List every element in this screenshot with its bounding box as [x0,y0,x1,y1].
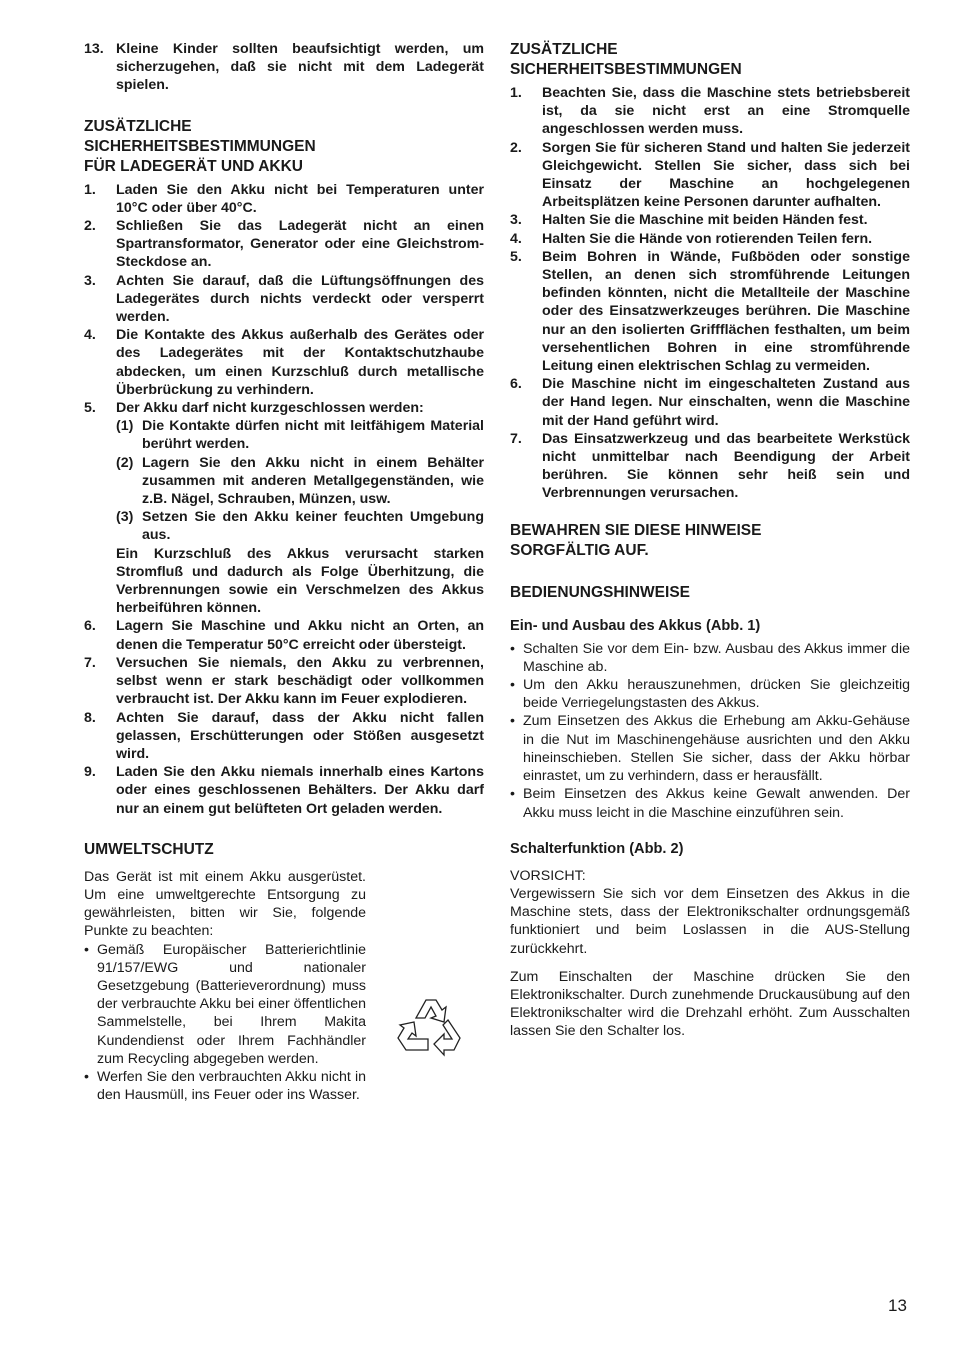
subheading-battery-install: Ein- und Ausbau des Akkus (Abb. 1) [510,617,761,634]
sub-list-item: (3) Setzen Sie den Akku keiner feuchten Umgebung aus. [116,509,484,544]
sub-list-item: (1) Die Kontakte dürfen nicht mit leitfähigem Material berührt werden. [116,418,484,453]
umweltschutz-block [84,868,366,1105]
list-item: 8. Achten Sie darauf, dass der Akku nicht fallen gelassen, Erschütterungen oder Stößen ausgesetzt wird. [84,709,484,762]
list-item: • Gemäß Europäischer Batterierichtlinie 91/157/EWG und nationaler Gesetzgebung (Batterieverordnung) muss der verbrauchte Akku bei einer öffentlichen Sammelstelle, bei Ihrem Makita Kundendienst oder Ihrem Fachhändler zum Recycling abgegeben werden. [84,941,366,1067]
umweltschutz-intro: Das Gerät ist mit einem Akku ausgerüstet. Um eine umweltgerechte Entsorgung zu gewährleisten, bitten wir Sie, folgende Punkte zu beachten: [84,868,366,940]
battery-install-list [510,640,910,822]
list-item: • Um den Akku herauszunehmen, drücken Sie gleichzeitig beide Verriegelungstasten des Akkus. [510,677,910,712]
list-item: 7. Versuchen Sie niemals, den Akku zu verbrennen, selbst wenn er stark beschädigt oder vollkommen verbraucht ist. Der Akku kann im Feuer explodieren. [84,654,484,708]
left-column [84,40,484,1104]
list-item: 3. Halten Sie die Maschine mit beiden Händen fest. [510,212,868,229]
list-item: 5. Beim Bohren in Wände, Fußböden oder sonstige Stellen, an denen sich stromführende Leitungen befinden könnten, nicht die Metallteile der Maschine oder des Einsatzwerkzeuges berühren. Die Maschine nur an den isolierten Griffflächen festhalten, um beim versehentlichen Bohren in eine stromführende Leitung einen elektrischen Schlag zu vermeiden. [510,248,910,375]
list-item: 6. Die Maschine nicht im eingeschalteten Zustand aus der Hand legen. Nur einschalten, wenn die Maschine mit der Hand geführt wird. [510,376,910,429]
recycle-icon [390,992,470,1066]
section-heading-umweltschutz: UMWELTSCHUTZ [84,840,214,858]
subheading-switch-function: Schalterfunktion (Abb. 2) [510,840,684,857]
list-item: 1. Laden Sie den Akku nicht bei Temperaturen unter 10°C oder über 40°C. [84,181,484,216]
switch-paragraph: Zum Einschalten der Maschine drücken Sie den Elektronikschalter. Durch zunehmende Druckausübung auf den Elektronikschalter wird die Drehzahl erhöht. Zum Ausschalten lassen Sie den Schalter los. [510,968,910,1040]
list-item: • Schalten Sie vor dem Ein- bzw. Ausbau des Akkus immer die Maschine ab. [510,640,910,675]
list-item: • Beim Einsetzen des Akkus keine Gewalt anwenden. Der Akku muss leicht in die Maschine einzuführen sein. [510,786,910,821]
list-item: 3. Achten Sie darauf, daß die Lüftungsöffnungen des Ladegerätes durch nichts verdeckt oder versperrt werden. [84,272,484,326]
charger-battery-list [84,181,484,818]
list-item: 5. Der Akku darf nicht kurzgeschlossen werden: (1) Die Kontakte dürfen nicht mit leitfähigem Material berührt werden. (2) Lagern Sie den Akku nicht in einem Behälter zusammen mit anderen Metallgegenständen, wie z.B. Nägel, Schrauben, Münzen, usw. (3) Setzen Sie den Akku keiner feuchten Umgebung aus. Ein Kurzschluß des Akkus verursacht starken Stromfluß und dadurch als Folge Überhitzung, die Verbrennungen sowie ein Verschmelzen des Akkus herbeiführen können. [84,400,484,617]
section-heading-charger-battery: ZUSÄTZLICHE SICHERHEITSBESTIMMUNGEN FÜR LADEGERÄT UND AKKU [84,117,316,175]
list-item: 6. Lagern Sie Maschine und Akku nicht an Orten, an denen die Temperatur 50°C erreicht oder übersteigt. [84,618,484,653]
caution-label: VORSICHT: [510,867,586,884]
list-item: 9. Laden Sie den Akku niemals innerhalb eines Kartons oder eines geschlossenen Behälters. Der Akku darf nur an einem gut belüfteten Ort geladen werden. [84,764,484,817]
safety-list [510,84,910,503]
list-item: 7. Das Einsatzwerkzeug und das bearbeitete Werkstück nicht unmittelbar nach Beendigung der Arbeit berühren. Sie können sehr heiß sein und Verbrennungen verursachen. [510,430,910,502]
page-number: 13 [888,1296,907,1315]
right-column [510,40,910,1041]
caution-text: Vergewissern Sie sich vor dem Einsetzen des Akkus in die Maschine stets, dass der Elektronikschalter ordnungsgemäß funktioniert und beim Loslassen in die AUS-Stellung zurückkehrt. [510,885,910,957]
list-item: • Zum Einsetzen des Akkus die Erhebung am Akku-Gehäuse in die Nut im Maschinengehäuse ausrichten und den Akku hineinschieben. Stellen Sie sicher, dass der Akku hörbar einrastet, um zu verhindern, dass er herausfällt. [510,713,910,785]
list-item-13: 13. Kleine Kinder sollten beaufsichtigt werden, um sicherzugehen, daß sie nicht mit dem Ladegerät spielen. [84,41,484,94]
list-item: 4. Die Kontakte des Akkus außerhalb des Gerätes oder des Ladegerätes mit der Kontaktschutzhaube abdecken, um einen Kurzschluß durch metallische Überbrückung zu verhindern. [84,327,484,398]
sub-list-item: (2) Lagern Sie den Akku nicht in einem Behälter zusammen mit anderen Metallgegenständen, wie z.B. Nägel, Schrauben, Münzen, usw. [116,454,484,508]
list-item: 1. Beachten Sie, dass die Maschine stets betriebsbereit ist, da sie nicht erst an eine Stromquelle angeschlossen werden muss. [510,85,910,138]
list-item: 4. Halten Sie die Hände von rotierenden Teilen fern. [510,230,873,247]
section-heading-safety: ZUSÄTZLICHE SICHERHEITSBESTIMMUNGEN [510,41,742,78]
list-item: 2. Schließen Sie das Ladegerät nicht an einen Spartransformator, Generator oder eine Gleichstrom-Steckdose an. [84,218,484,271]
list-item: • Werfen Sie den verbrauchten Akku nicht in den Hausmüll, ins Feuer oder ins Wasser. [84,1068,366,1104]
section-heading-bedienung: BEDIENUNGSHINWEISE [510,583,690,601]
short-circuit-note: Ein Kurzschluß des Akkus verursacht starken Stromfluß und dadurch als Folge Überhitzung, die Verbrennungen sowie ein Verschmelzen des Akkus herbeiführen können. [116,545,484,617]
list-item: 2. Sorgen Sie für sicheren Stand und halten Sie jederzeit Gleichgewicht. Stellen Sie sicher, dass sich bei Einsatz der Maschine an hochgelegenen Arbeitsplätzen keine Personen darunter aufhalten. [510,139,910,211]
keep-instructions-heading: BEWAHREN SIE DIESE HINWEISE SORGFÄLTIG AUF. [510,521,762,559]
